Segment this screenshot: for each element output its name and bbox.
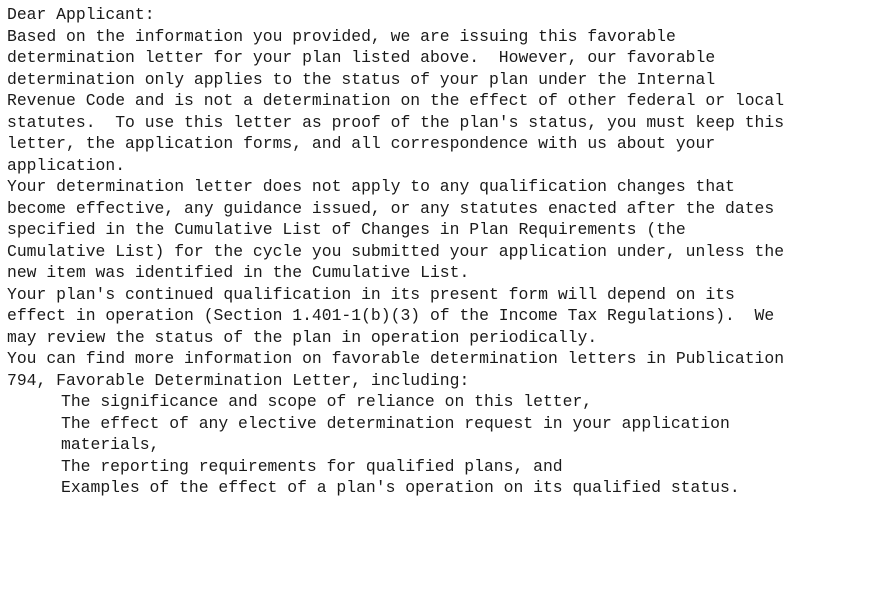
paragraph-line: become effective, any guidance issued, or any statutes enacted after the dates xyxy=(7,198,775,218)
list-item: The significance and scope of reliance on this letter, xyxy=(61,392,593,411)
paragraph-line: Based on the information you provided, we are issuing this favorable xyxy=(7,26,676,46)
list-item: The effect of any elective determination request in your application xyxy=(61,413,730,433)
paragraph-line: Cumulative List) for the cycle you submitted your application under, unless the xyxy=(7,241,785,261)
paragraph-line: Revenue Code and is not a determination on the effect of other federal or local xyxy=(7,91,785,110)
paragraph-intro xyxy=(7,26,874,177)
list-item: materials, xyxy=(61,435,160,454)
paragraph-scope xyxy=(7,176,874,284)
paragraph-publication xyxy=(7,348,874,391)
salutation: Dear Applicant: xyxy=(7,5,155,24)
publication-topics-list xyxy=(7,391,874,499)
paragraph-line: Your determination letter does not apply to any qualification changes that xyxy=(7,177,735,196)
list-item: The reporting requirements for qualified plans, and xyxy=(61,456,563,476)
paragraph-line: may review the status of the plan in operation periodically. xyxy=(7,327,598,347)
paragraph-line: letter, the application forms, and all correspondence with us about your xyxy=(7,134,716,153)
paragraph-line: new item was identified in the Cumulative List. xyxy=(7,263,470,282)
paragraph-line: statutes. To use this letter as proof of the plan's status, you must keep this xyxy=(7,112,785,132)
list-item: Examples of the effect of a plan's operation on its qualified status. xyxy=(61,478,740,497)
paragraph-line: determination letter for your plan listed above. However, our favorable xyxy=(7,48,716,67)
paragraph-line: Your plan's continued qualification in its present form will depend on its xyxy=(7,284,735,304)
paragraph-line: determination only applies to the status of your plan under the Internal xyxy=(7,69,716,89)
paragraph-line: 794, Favorable Determination Letter, including: xyxy=(7,370,470,390)
paragraph-line: specified in the Cumulative List of Changes in Plan Requirements (the xyxy=(7,220,686,239)
paragraph-line: You can find more information on favorable determination letters in Publication xyxy=(7,349,785,368)
paragraph-line: effect in operation (Section 1.401-1(b)(3) of the Income Tax Regulations). We xyxy=(7,306,775,325)
paragraph-qualification xyxy=(7,284,874,349)
paragraph-line: application. xyxy=(7,155,126,175)
